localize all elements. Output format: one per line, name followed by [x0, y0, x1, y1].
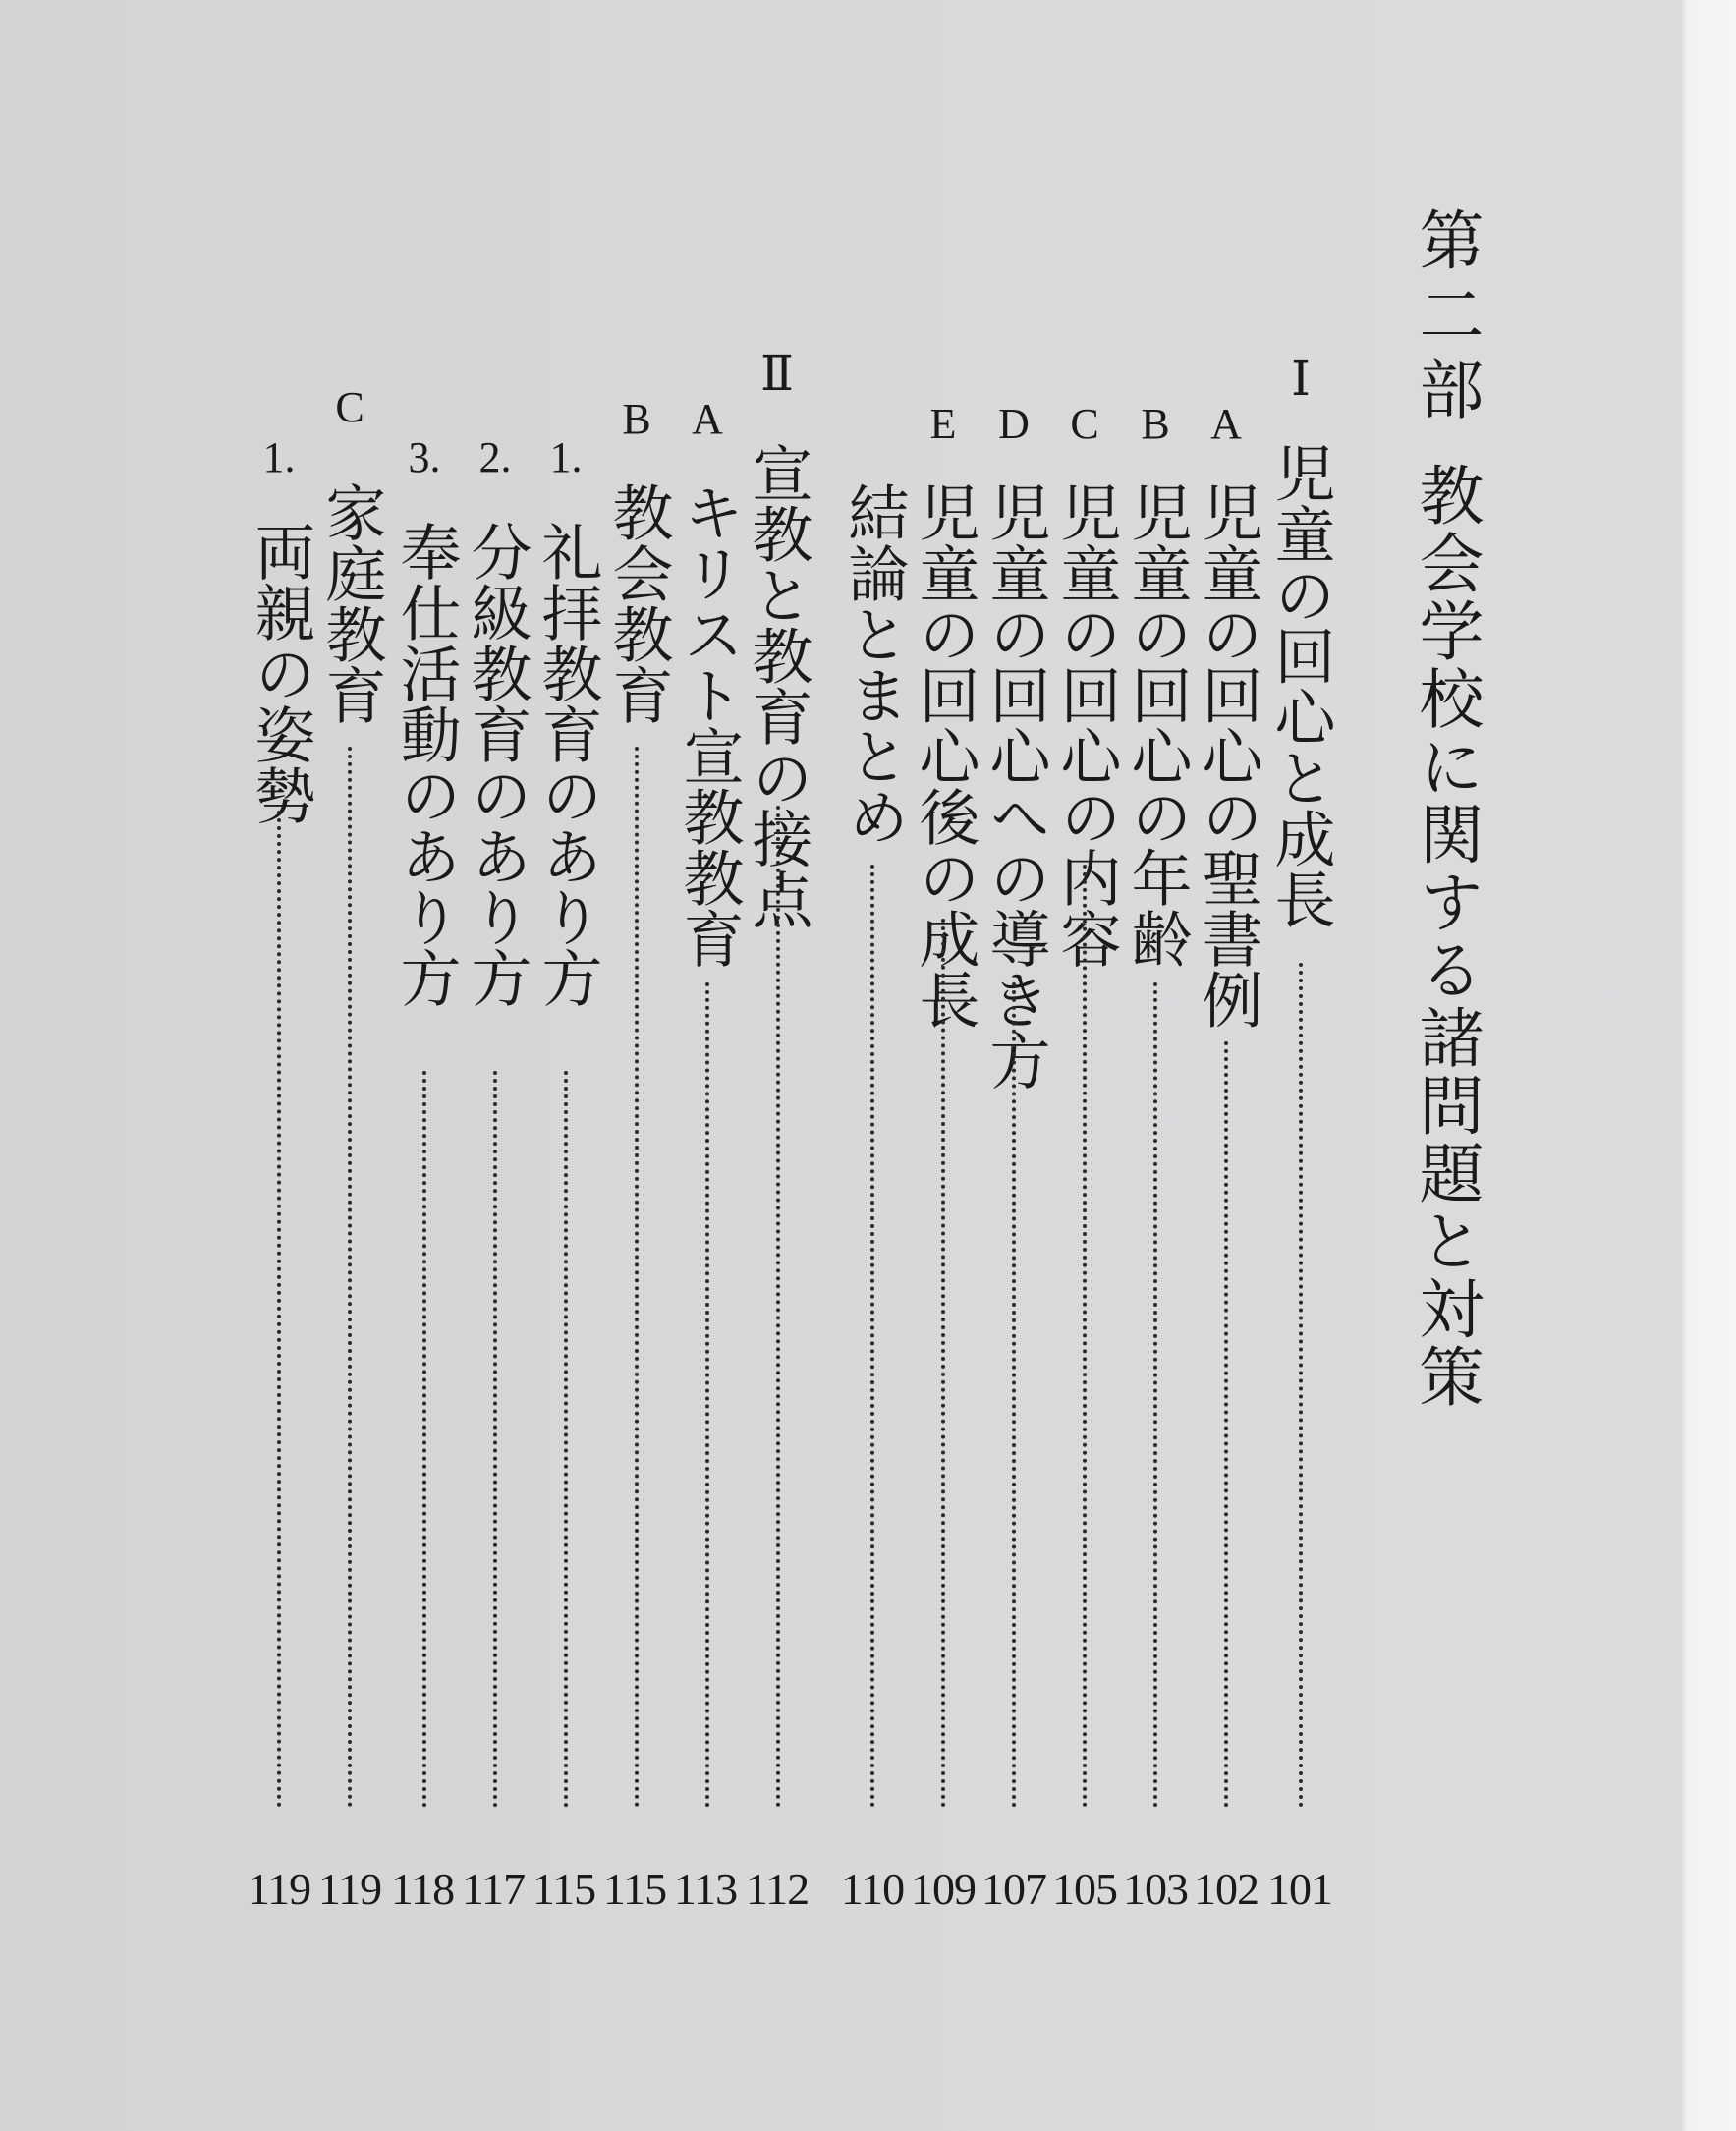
entry-label: D [998, 400, 1030, 448]
toc-entry-title: 児童の回心の年齢 [1121, 481, 1193, 969]
entry-label: E [929, 400, 957, 448]
leader-dots [1012, 982, 1016, 1808]
leader-dots [635, 747, 639, 1808]
toc-entry-title: 児童の回心後の成長 [909, 481, 980, 1030]
section-numeral: Ⅱ [760, 346, 794, 401]
toc-entry-title: 児童の回心の聖書例 [1192, 481, 1263, 1030]
toc-entry-title: 児童の回心と成長 [1264, 442, 1336, 929]
leader-dots [870, 865, 874, 1808]
page-number: 115 [602, 1864, 667, 1914]
page-number: 113 [673, 1864, 738, 1914]
leader-dots [1224, 1041, 1228, 1808]
entry-label: C [1070, 400, 1099, 448]
page-number: 119 [247, 1864, 311, 1914]
page-number: 119 [317, 1864, 382, 1914]
toc-entry-title: 児童の回心への導き方 [980, 481, 1051, 1091]
leader-dots [564, 1071, 568, 1808]
leader-dots [1153, 982, 1157, 1808]
page-number: 105 [1052, 1864, 1117, 1914]
page-number: 103 [1123, 1864, 1188, 1914]
entry-label: B [622, 395, 651, 443]
entry-label: C [335, 383, 364, 431]
page-number: 101 [1267, 1864, 1332, 1914]
section-numeral: Ⅰ [1291, 351, 1311, 406]
page-number: 117 [461, 1864, 526, 1914]
entry-label: B [1141, 400, 1170, 448]
leader-dots [1083, 865, 1087, 1808]
toc-entry-title: 教会教育 [602, 481, 674, 725]
leader-dots [422, 1071, 426, 1808]
page-number: 102 [1194, 1864, 1259, 1914]
part-label: 第二部 [1408, 206, 1484, 430]
leader-dots [277, 811, 281, 1808]
toc-entry-title: 結論とまとめ [838, 481, 910, 847]
page-number: 109 [911, 1864, 976, 1914]
toc-entry-title: 礼拝教育のあり方 [532, 521, 603, 1008]
toc-entry-title: 児童の回心の内容 [1050, 481, 1122, 969]
page-number: 118 [390, 1864, 455, 1914]
entry-label: 1. [262, 433, 296, 481]
part-title: 教会学校に関する諸問題と対策 [1408, 462, 1484, 1411]
entry-label: 1. [549, 433, 583, 481]
page-number: 107 [981, 1864, 1046, 1914]
leader-dots [776, 806, 780, 1808]
page-number: 110 [840, 1864, 905, 1914]
leader-dots [493, 1071, 497, 1808]
toc-entry-title: 宣教と教育の接点 [742, 442, 813, 929]
entry-label: A [1210, 400, 1242, 448]
leader-dots [941, 919, 945, 1808]
toc-entry-title: 奉仕活動のあり方 [390, 521, 462, 1008]
leader-dots [1299, 963, 1303, 1808]
entry-label: A [692, 395, 723, 443]
page-number: 115 [532, 1864, 596, 1914]
leader-dots [705, 982, 709, 1808]
toc-entry-title: キリスト宣教教育 [673, 481, 745, 969]
entry-label: 2. [478, 433, 512, 481]
entry-label: 3. [408, 433, 441, 481]
page-number: 112 [745, 1864, 810, 1914]
leader-dots [348, 747, 352, 1808]
toc-entry-title: 分級教育のあり方 [461, 521, 532, 1008]
toc-entry-title: 家庭教育 [315, 481, 387, 725]
toc-entry-title: 両親の姿勢 [245, 521, 316, 825]
